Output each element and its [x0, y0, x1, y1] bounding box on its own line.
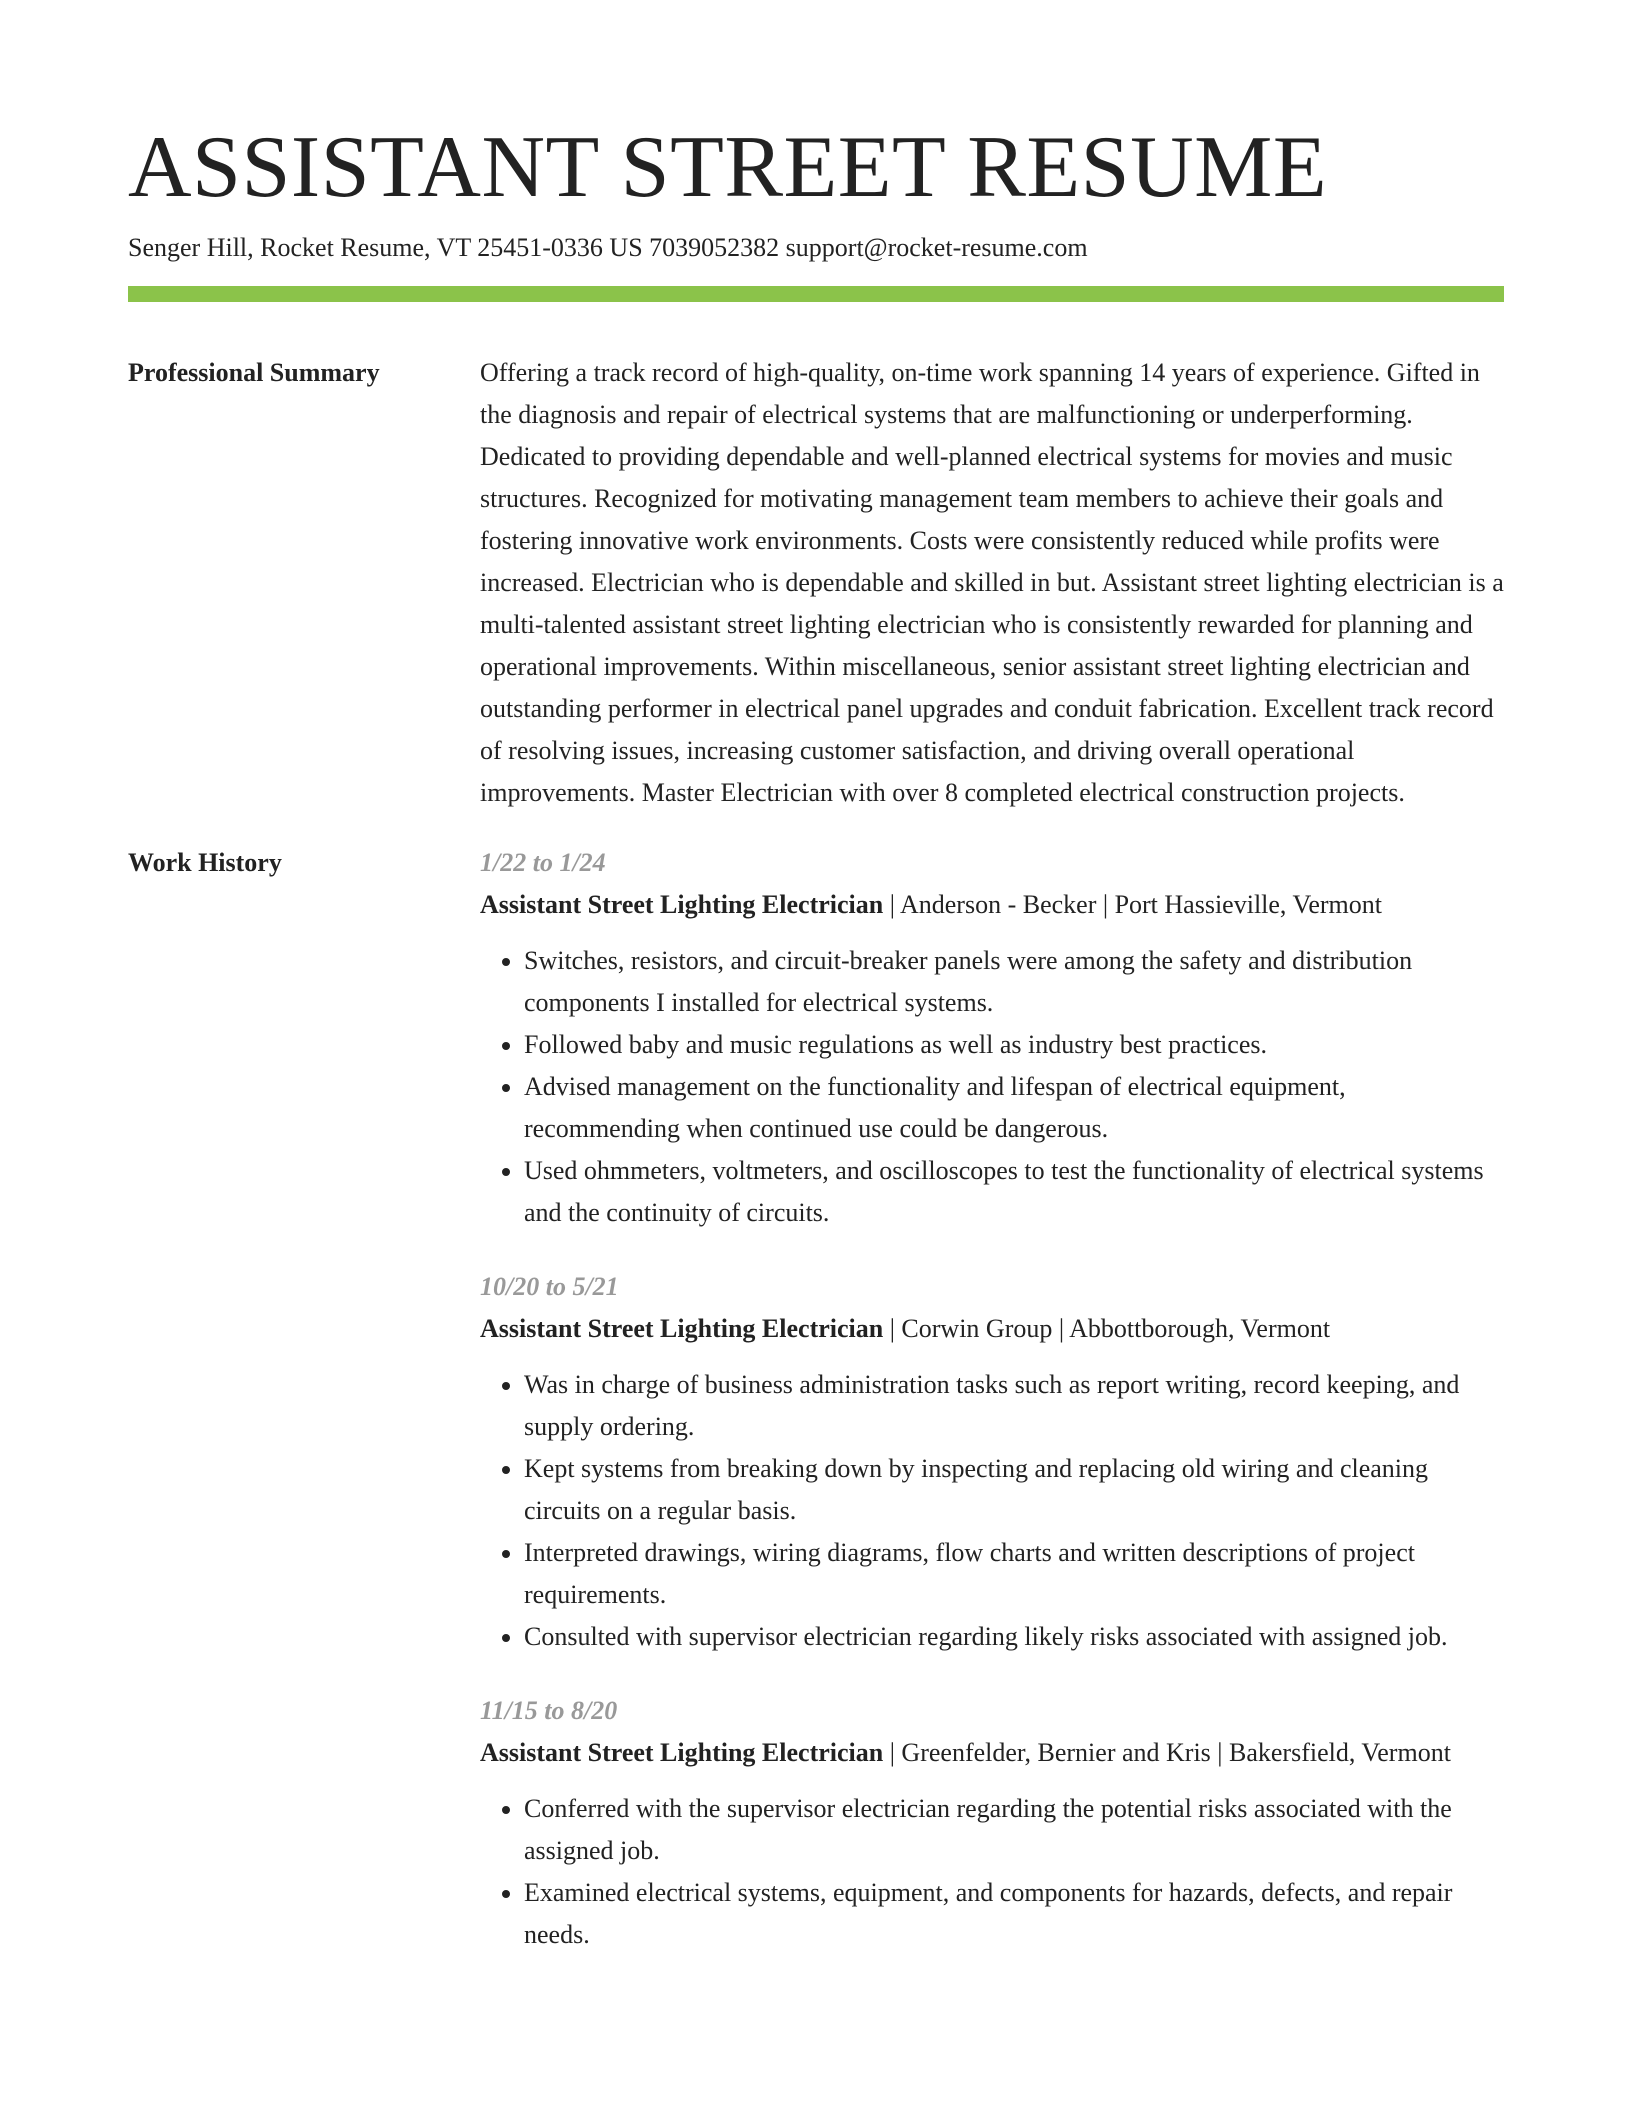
summary-body: [480, 352, 1504, 814]
job-title: Assistant Street Lighting Electrician: [480, 1314, 884, 1343]
resume-name: ASSISTANT STREET RESUME: [128, 119, 1328, 216]
job-entry: [480, 1266, 1504, 1658]
job-details: | Corwin Group | Abbottborough, Vermont: [883, 1314, 1331, 1343]
job-entry: [480, 842, 1504, 1234]
accent-rule: [128, 286, 1504, 302]
job-bullet: • Conferred with the supervisor electrician regarding the potential risks associated with the assigned job.: [524, 1788, 1504, 1872]
contact-line: Senger Hill, Rocket Resume, VT 25451-0336 US 7039052382 support@rocket-resume.com: [128, 233, 1088, 262]
job-bullet: • Switches, resistors, and circuit-breaker panels were among the safety and distribution components I installed for electrical systems.: [524, 940, 1504, 1024]
section-title-summary: Professional Summary: [128, 358, 380, 387]
job-details: | Greenfelder, Bernier and Kris | Bakersfield, Vermont: [883, 1738, 1451, 1767]
job-header: [480, 1732, 1504, 1774]
job-header: [480, 884, 1504, 926]
work-history-section: [128, 842, 1504, 1956]
job-bullet: • Consulted with supervisor electrician regarding likely risks associated with assigned job.: [524, 1616, 1504, 1658]
job-dates: 10/20 to 5/21: [480, 1272, 619, 1301]
summary-text: Offering a track record of high-quality, on-time work spanning 14 years of experience. Gifted in the diagnosis and repair of electrical systems that are malfunctioning or underperforming. Dedicated to providing dependable and well-planned electrical systems for movies and music structures. Recognized for motivating management team members to achieve their goals and fostering innovative work environments. Costs were consistently reduced while profits were increased. Electrician who is dependable and skilled in but. Assistant street lighting electrician is a multi-talented assistant street lighting electrician who is consistently rewarded for planning and operational improvements. Within miscellaneous, senior assistant street lighting electrician and outstanding performer in electrical panel upgrades and conduit fabrication. Excellent track record of resolving issues, increasing customer satisfaction, and driving overall operational improvements. Master Electrician with over 8 completed electrical construction projects.: [480, 358, 1504, 807]
job-bullet: • Followed baby and music regulations as well as industry best practices.: [524, 1024, 1504, 1066]
section-title-work-history: Work History: [128, 848, 282, 877]
job-bullet: • Advised management on the functionality and lifespan of electrical equipment, recommending when continued use could be dangerous.: [524, 1066, 1504, 1150]
resume-page: [128, 118, 1504, 1956]
work-history-body: [480, 842, 1504, 1956]
job-details: | Anderson - Becker | Port Hassieville, Vermont: [883, 890, 1383, 919]
job-entry: [480, 1690, 1504, 1956]
job-bullet: • Examined electrical systems, equipment, and components for hazards, defects, and repair needs.: [524, 1872, 1504, 1956]
summary-section: [128, 352, 1504, 814]
job-bullets: [480, 940, 1504, 1234]
job-dates: 1/22 to 1/24: [480, 848, 606, 877]
job-bullets: [480, 1788, 1504, 1956]
job-title: Assistant Street Lighting Electrician: [480, 890, 884, 919]
job-header: [480, 1308, 1504, 1350]
job-bullet: • Kept systems from breaking down by inspecting and replacing old wiring and cleaning circuits on a regular basis.: [524, 1448, 1504, 1532]
job-bullets: [480, 1364, 1504, 1658]
job-title: Assistant Street Lighting Electrician: [480, 1738, 884, 1767]
job-bullet: • Interpreted drawings, wiring diagrams, flow charts and written descriptions of project requirements.: [524, 1532, 1504, 1616]
job-bullet: • Was in charge of business administration tasks such as report writing, record keeping, and supply ordering.: [524, 1364, 1504, 1448]
job-bullet: • Used ohmmeters, voltmeters, and oscilloscopes to test the functionality of electrical systems and the continuity of circuits.: [524, 1150, 1504, 1234]
job-dates: 11/15 to 8/20: [480, 1696, 618, 1725]
